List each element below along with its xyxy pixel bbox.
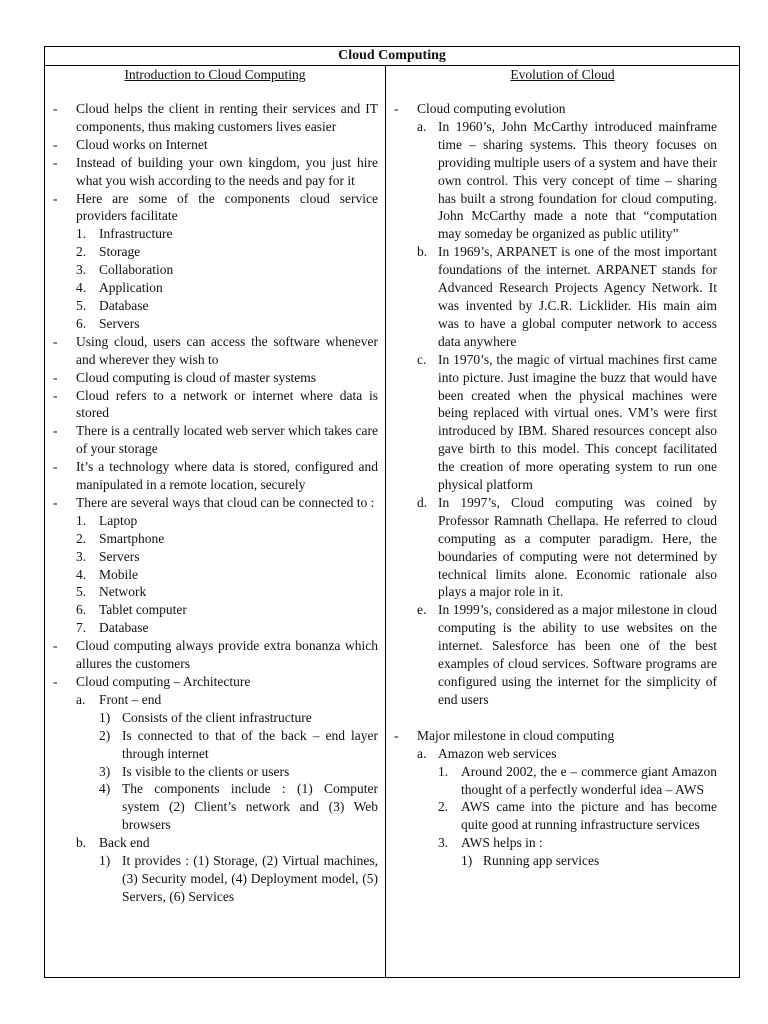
sub-list-item xyxy=(76,315,378,333)
sub-list-item xyxy=(99,763,378,781)
list-item-text: There is a centrally located web server which takes care of your storage xyxy=(76,423,378,457)
list-item-text: Cloud computing is cloud of master systems xyxy=(76,369,316,385)
list-item-text: Database xyxy=(99,620,149,636)
sub-list-item xyxy=(76,619,378,637)
list-item-text: It’s a technology where data is stored, configured and manipulated in a remote location, securely xyxy=(76,459,378,493)
list-marker: b. xyxy=(76,835,87,851)
list-marker: e. xyxy=(417,602,427,618)
list-marker: 2) xyxy=(99,727,111,743)
sub-list-item xyxy=(99,727,378,763)
list-item xyxy=(45,458,385,494)
sub-list-item xyxy=(76,548,378,566)
list-item-text: Collaboration xyxy=(99,262,174,278)
sub-list-item xyxy=(438,763,717,799)
list-item-text: Using cloud, users can access the software whenever and wherever they wish to xyxy=(76,333,378,367)
list-marker: a. xyxy=(417,118,427,134)
sub-list xyxy=(417,745,717,870)
list-marker: - xyxy=(53,101,58,116)
list-marker: 4. xyxy=(76,280,87,296)
sub-list xyxy=(417,118,717,709)
sub-list-item xyxy=(76,261,378,279)
sub-list-item xyxy=(76,601,378,619)
list-marker: 1) xyxy=(99,853,111,869)
list-marker: c. xyxy=(417,351,427,367)
sub-list-item xyxy=(461,852,717,870)
list-item xyxy=(45,333,385,369)
list-marker: a. xyxy=(417,745,427,761)
list-item-text: Is visible to the clients or users xyxy=(122,763,290,779)
sub-list-item xyxy=(417,118,717,243)
document-table xyxy=(44,46,740,978)
sub-list xyxy=(76,512,378,637)
list-item-text: AWS helps in : xyxy=(461,835,543,851)
left-column-heading: Introduction to Cloud Computing xyxy=(124,67,306,82)
sub-list-item xyxy=(76,279,378,297)
list-item-text: Running app services xyxy=(483,853,600,869)
list-marker: - xyxy=(53,494,58,510)
list-marker: - xyxy=(53,423,58,439)
document-title: Cloud Computing xyxy=(45,47,739,66)
list-item-text: Mobile xyxy=(99,566,138,582)
list-marker: - xyxy=(53,154,58,170)
list-marker: 2. xyxy=(438,799,449,815)
list-item-text: Servers xyxy=(99,548,140,564)
list-marker: - xyxy=(53,369,58,385)
list-item-text: In 1999’s, considered as a major milestone in cloud computing is the ability to use websites on the internet. Salesforce has been one of the best examples of cloud services. Software programs are configured using the internet for the simplicity of end users xyxy=(438,602,717,707)
list-item xyxy=(45,154,385,190)
list-item-text: In 1960’s, John McCarthy introduced mainframe time – sharing systems. This theory focuses on providing multiple users of a system and have their own control. This very concept of time – sharing has built a strong foundation for cloud computing. John McCarthy made a note that “computation may someday be organized as public utility” xyxy=(438,118,717,242)
list-marker: d. xyxy=(417,494,428,510)
sub-list-item xyxy=(76,297,378,315)
list-marker: 4) xyxy=(99,781,111,797)
list-item-text: Cloud works on Internet xyxy=(76,136,208,152)
left-column xyxy=(45,65,385,977)
right-column-heading: Evolution of Cloud xyxy=(510,67,615,82)
list-item xyxy=(45,369,385,387)
list-item xyxy=(45,673,385,906)
list-item-text: Amazon web services xyxy=(438,745,557,761)
list-item-text: Major milestone in cloud computing xyxy=(417,727,615,743)
list-marker: 1. xyxy=(76,226,87,242)
list-marker: 1. xyxy=(438,763,449,779)
list-item-text: In 1997’s, Cloud computing was coined by Professor Ramnath Chellapa. He referred to cloud computing as a computer paradigm. Here, the boundaries of computing were not determined by technical limits alone. Economic rationale also plays a major role in it. xyxy=(438,494,717,600)
list-marker: 5. xyxy=(76,584,87,600)
sub-list xyxy=(76,691,378,906)
list-marker: - xyxy=(53,333,58,349)
list-marker: 1) xyxy=(461,853,473,869)
list-item-text: The components include : (1) Computer system (2) Client’s network and (3) Web browsers xyxy=(122,781,378,833)
list-item-text: Servers xyxy=(99,315,140,331)
list-marker: - xyxy=(53,459,58,475)
list-item-text: It provides : (1) Storage, (2) Virtual machines, (3) Security model, (4) Deployment model, (5) Servers, (6) Services xyxy=(122,853,378,904)
list-item-text: Cloud computing – Architecture xyxy=(76,674,251,689)
sub-list-item xyxy=(417,494,717,601)
list-marker: 3. xyxy=(438,835,449,851)
right-bullet-list xyxy=(386,100,739,870)
list-marker: - xyxy=(394,101,399,116)
list-item-text: Consists of the client infrastructure xyxy=(122,709,312,725)
list-item-text: In 1969’s, ARPANET is one of the most important foundations of the internet. ARPANET stands for Advanced Research Projects Agency Network. It was invented by J.C.R. Licklider. His main aim was to have a global computer network to access data anywhere xyxy=(438,244,717,349)
list-marker: - xyxy=(394,727,399,743)
list-item-text: Is connected to that of the back – end layer through internet xyxy=(122,727,378,761)
list-marker: 3. xyxy=(76,262,87,278)
list-marker: a. xyxy=(76,691,86,707)
sub-list xyxy=(76,225,378,332)
right-column xyxy=(386,65,739,977)
list-item-text: Database xyxy=(99,297,149,313)
list-item-text: Smartphone xyxy=(99,530,165,546)
list-item-text: Cloud computing evolution xyxy=(417,101,566,116)
sub-list-item xyxy=(99,709,378,727)
sub-list-item xyxy=(76,691,378,834)
list-item xyxy=(45,100,385,136)
list-item-text: Infrastructure xyxy=(99,226,173,242)
sub-list-item xyxy=(76,566,378,584)
sub-list xyxy=(99,852,378,906)
list-item-text: Application xyxy=(99,280,163,296)
list-item-text: Back end xyxy=(99,835,150,851)
list-marker: - xyxy=(53,136,58,152)
list-marker: - xyxy=(53,674,58,689)
list-item xyxy=(45,136,385,154)
list-item xyxy=(45,637,385,673)
list-marker: 6. xyxy=(76,602,87,618)
list-marker: 4. xyxy=(76,566,87,582)
list-item-text: Network xyxy=(99,584,147,600)
list-item-text: Laptop xyxy=(99,512,138,528)
sub-list xyxy=(99,709,378,834)
list-marker: 6. xyxy=(76,315,87,331)
list-marker: 3. xyxy=(76,548,87,564)
list-item-text: Cloud helps the client in renting their services and IT components, thus making customers lives easier xyxy=(76,101,378,134)
list-marker: 5. xyxy=(76,297,87,313)
list-item-text: AWS came into the picture and has become quite good at running infrastructure services xyxy=(461,799,717,833)
list-marker: - xyxy=(53,190,58,206)
sub-list-item xyxy=(438,798,717,834)
list-marker: 2. xyxy=(76,530,87,546)
sub-list xyxy=(461,852,717,870)
sub-list-item xyxy=(76,834,378,906)
list-item-text: There are several ways that cloud can be connected to : xyxy=(76,494,375,510)
list-item xyxy=(386,100,739,709)
sub-list-item xyxy=(76,583,378,601)
list-item-text: Instead of building your own kingdom, you just hire what you wish according to the needs and pay for it xyxy=(76,154,378,188)
list-item-text: Around 2002, the e – commerce giant Amazon thought of a perfectly wonderful idea – AWS xyxy=(461,763,717,797)
list-marker: - xyxy=(53,638,58,654)
sub-list-item xyxy=(438,834,717,870)
sub-list-item xyxy=(417,601,717,708)
sub-list-item xyxy=(99,780,378,834)
sub-list-item xyxy=(76,225,378,243)
list-item-text: Here are some of the components cloud service providers facilitate xyxy=(76,190,378,224)
list-marker: 7. xyxy=(76,620,87,636)
list-marker: - xyxy=(53,387,58,403)
sub-list-item xyxy=(76,512,378,530)
list-marker: 2. xyxy=(76,244,87,260)
list-item xyxy=(45,387,385,423)
list-item xyxy=(386,727,739,870)
sub-list xyxy=(438,763,717,870)
sub-list-item xyxy=(76,243,378,261)
sub-list-item xyxy=(76,530,378,548)
list-item-text: Front – end xyxy=(99,691,162,707)
list-item xyxy=(45,190,385,333)
list-marker: b. xyxy=(417,244,428,260)
list-item-text: Storage xyxy=(99,244,141,260)
list-marker: 1. xyxy=(76,512,87,528)
list-item-text: In 1970’s, the magic of virtual machines first came into picture. Just imagine the buzz that would have been created when the physical machines were being replaced with virtual ones. VM’s were first introduced by IBM. Shared resources concept also gave birth to this model. This concept facilitated the creation of more operating system to run one physical platform xyxy=(438,351,717,493)
list-marker: 1) xyxy=(99,709,111,725)
list-item-text: Cloud refers to a network or internet where data is stored xyxy=(76,387,378,421)
sub-list-item xyxy=(417,745,717,870)
list-marker: 3) xyxy=(99,763,111,779)
list-item xyxy=(45,494,385,637)
left-bullet-list xyxy=(45,100,385,906)
sub-list-item xyxy=(417,351,717,494)
list-item-text: Cloud computing always provide extra bonanza which allures the customers xyxy=(76,638,378,672)
sub-list-item xyxy=(99,852,378,906)
sub-list-item xyxy=(417,243,717,350)
list-item-text: Tablet computer xyxy=(99,602,187,618)
list-item xyxy=(45,422,385,458)
